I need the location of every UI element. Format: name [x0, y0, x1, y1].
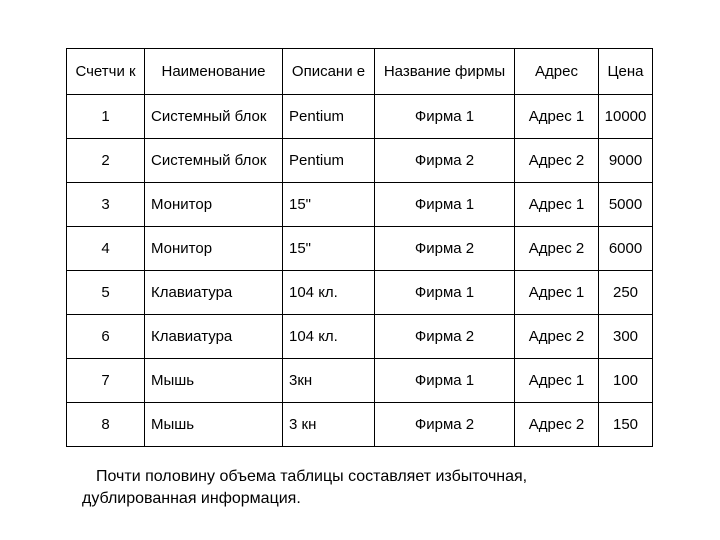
data-table	[66, 48, 653, 447]
cell-description: 104 кл.	[283, 271, 375, 315]
cell-description: 104 кл.	[283, 315, 375, 359]
cell-company: Фирма 2	[375, 227, 515, 271]
cell-description: 3кн	[283, 359, 375, 403]
cell-address: Адрес 2	[515, 315, 599, 359]
cell-company: Фирма 2	[375, 139, 515, 183]
cell-price: 300	[599, 315, 653, 359]
table-row	[67, 95, 653, 139]
cell-price: 150	[599, 403, 653, 447]
table-row	[67, 359, 653, 403]
header-address: Адрес	[515, 49, 599, 95]
table-row	[67, 139, 653, 183]
cell-description: 3 кн	[283, 403, 375, 447]
cell-price: 9000	[599, 139, 653, 183]
cell-name: Клавиатура	[145, 315, 283, 359]
cell-company: Фирма 1	[375, 359, 515, 403]
cell-name: Мышь	[145, 403, 283, 447]
cell-description: Pentium	[283, 139, 375, 183]
cell-address: Адрес 1	[515, 359, 599, 403]
cell-price: 6000	[599, 227, 653, 271]
cell-price: 100	[599, 359, 653, 403]
cell-description: 15"	[283, 227, 375, 271]
header-price: Цена	[599, 49, 653, 95]
table-row	[67, 315, 653, 359]
header-counter: Счетчи к	[67, 49, 145, 95]
cell-address: Адрес 2	[515, 139, 599, 183]
cell-counter: 4	[67, 227, 145, 271]
header-company: Название фирмы	[375, 49, 515, 95]
cell-company: Фирма 1	[375, 95, 515, 139]
table-header-row	[67, 49, 653, 95]
cell-company: Фирма 2	[375, 315, 515, 359]
cell-price: 250	[599, 271, 653, 315]
header-description: Описани е	[283, 49, 375, 95]
cell-counter: 1	[67, 95, 145, 139]
cell-counter: 2	[67, 139, 145, 183]
cell-name: Монитор	[145, 227, 283, 271]
cell-address: Адрес 1	[515, 95, 599, 139]
cell-description: Pentium	[283, 95, 375, 139]
table-row	[67, 271, 653, 315]
cell-address: Адрес 2	[515, 403, 599, 447]
cell-name: Системный блок	[145, 95, 283, 139]
cell-counter: 3	[67, 183, 145, 227]
cell-company: Фирма 1	[375, 183, 515, 227]
note-text: Почти половину объема таблицы составляет избыточная, дублированная информация.	[82, 468, 528, 507]
cell-company: Фирма 1	[375, 271, 515, 315]
cell-price: 10000	[599, 95, 653, 139]
cell-name: Монитор	[145, 183, 283, 227]
table-row	[67, 183, 653, 227]
cell-price: 5000	[599, 183, 653, 227]
cell-counter: 6	[67, 315, 145, 359]
cell-counter: 5	[67, 271, 145, 315]
cell-address: Адрес 1	[515, 271, 599, 315]
cell-name: Системный блок	[145, 139, 283, 183]
cell-description: 15"	[283, 183, 375, 227]
cell-address: Адрес 1	[515, 183, 599, 227]
cell-address: Адрес 2	[515, 227, 599, 271]
table-row	[67, 227, 653, 271]
cell-name: Клавиатура	[145, 271, 283, 315]
cell-counter: 7	[67, 359, 145, 403]
cell-counter: 8	[67, 403, 145, 447]
cell-company: Фирма 2	[375, 403, 515, 447]
table-row	[67, 403, 653, 447]
header-name: Наименование	[145, 49, 283, 95]
cell-name: Мышь	[145, 359, 283, 403]
